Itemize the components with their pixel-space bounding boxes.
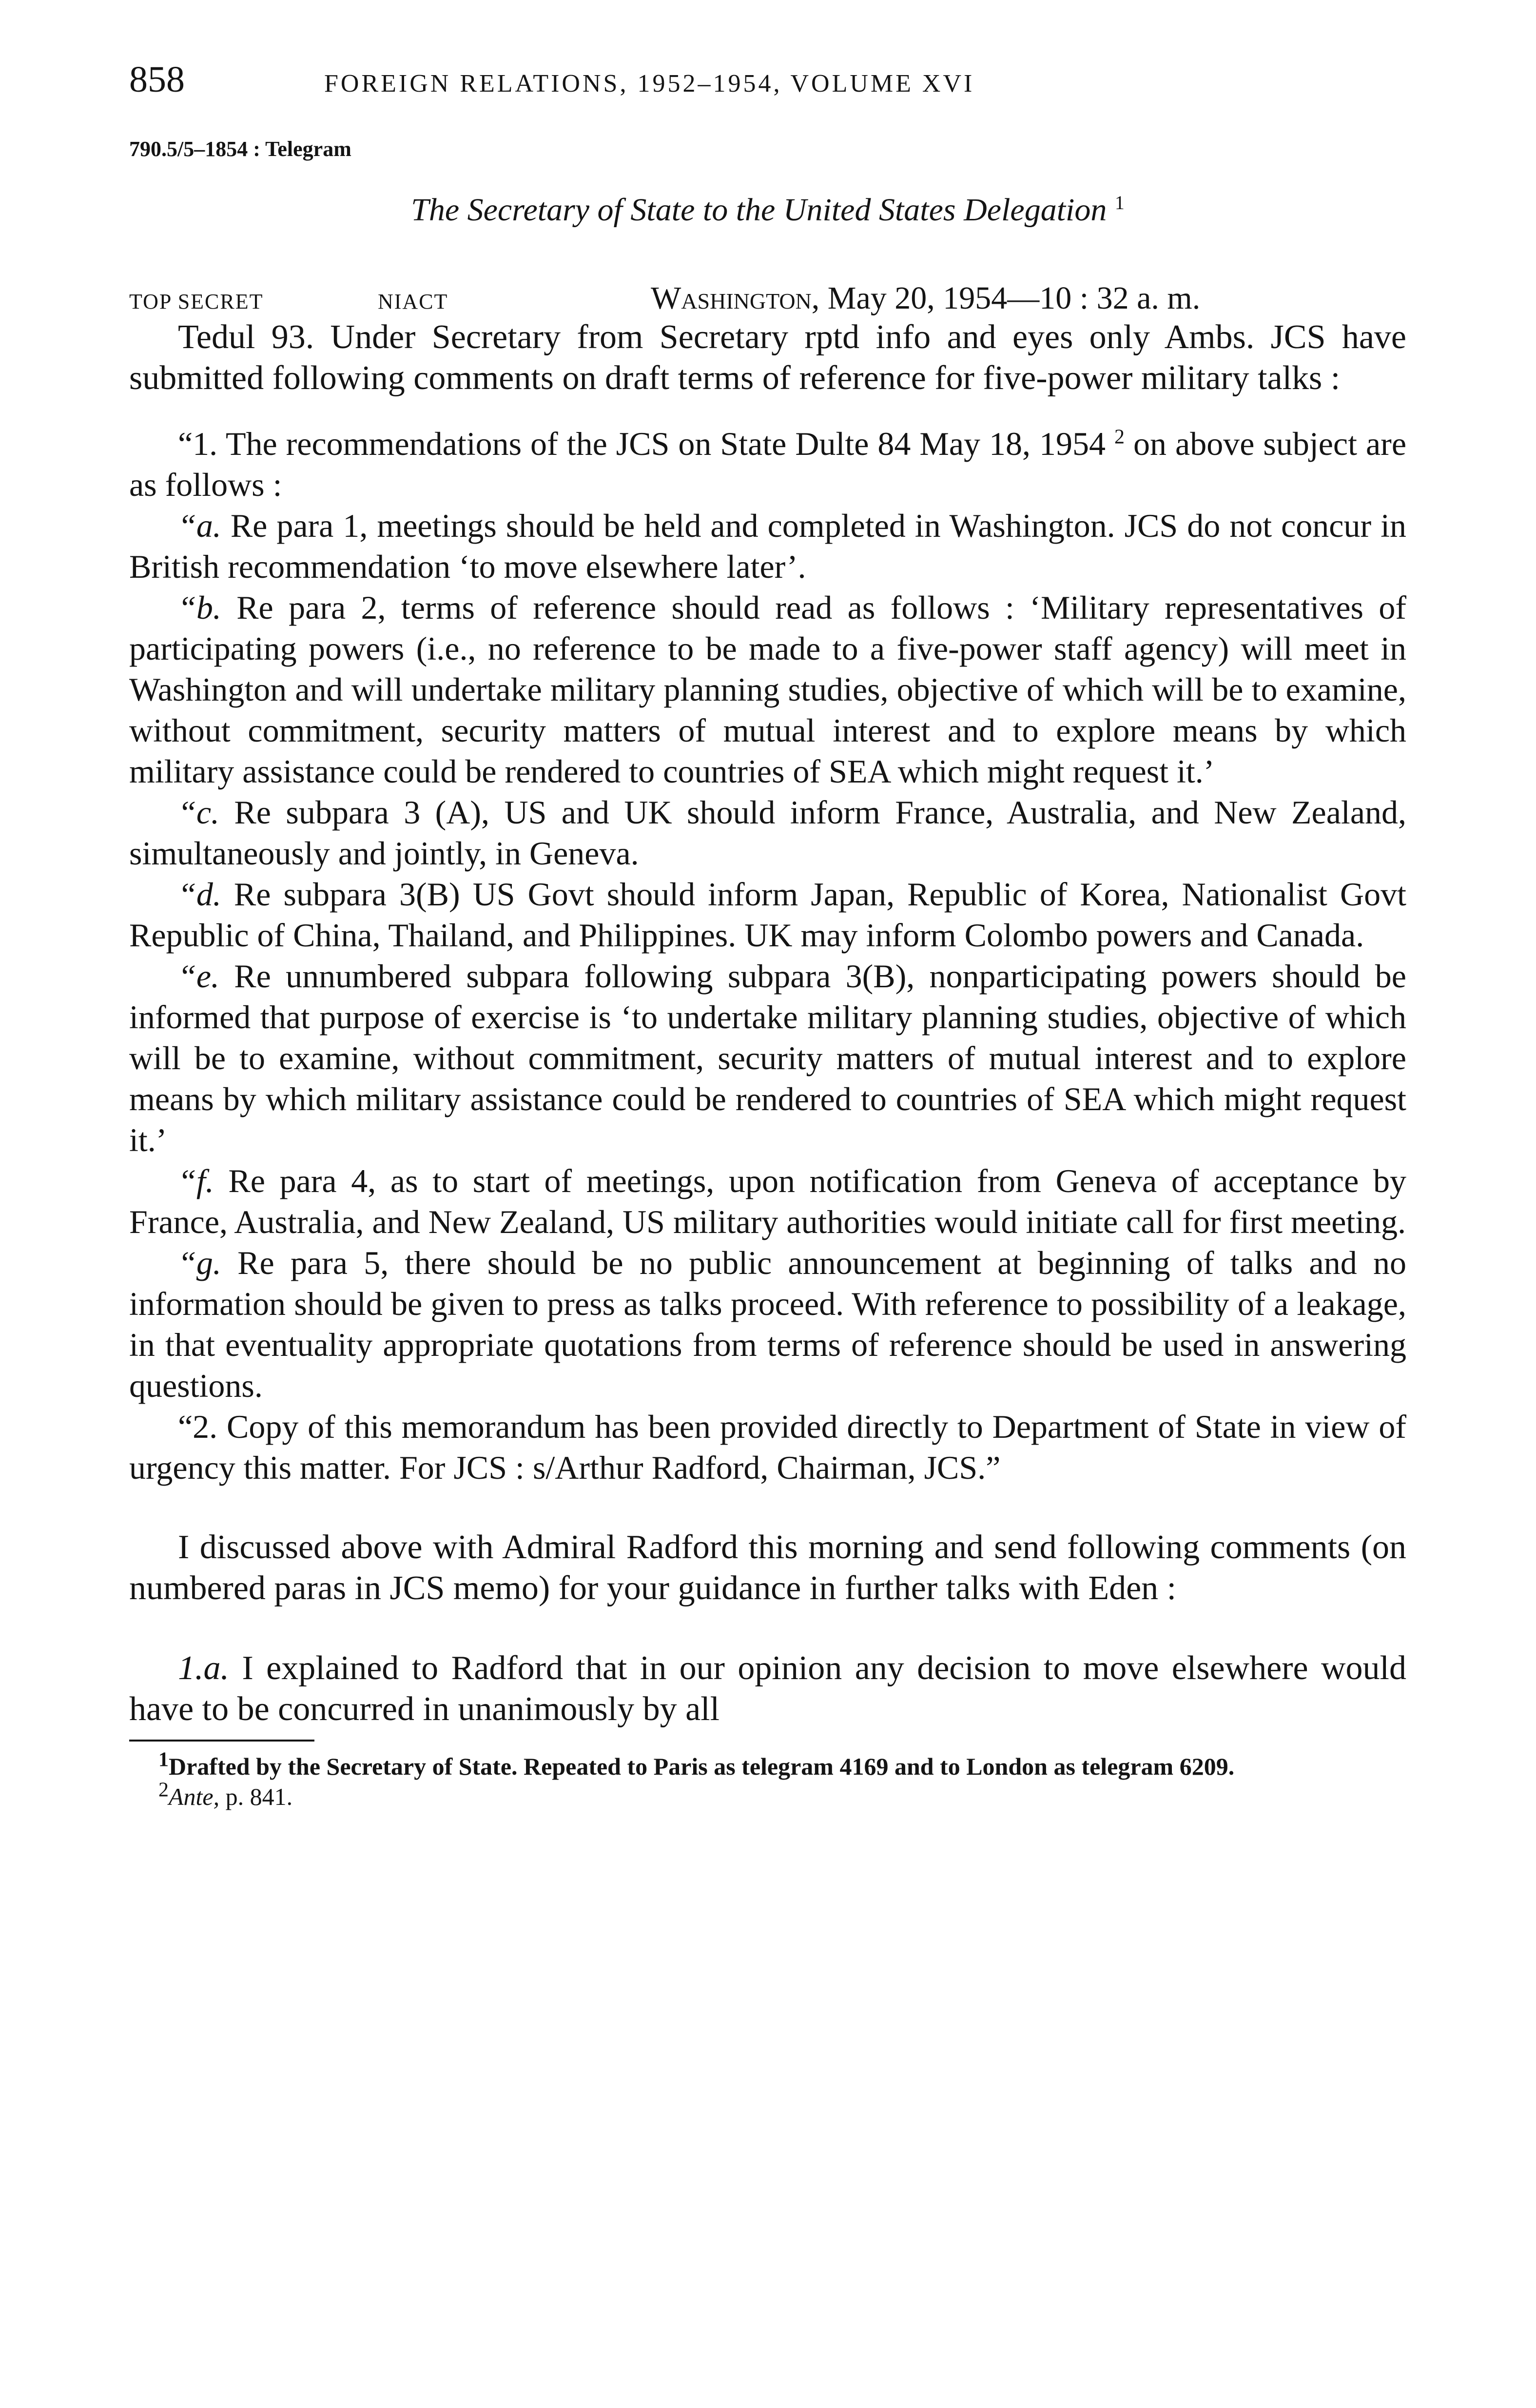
footnote-rule (129, 1740, 314, 1742)
jcs-item-f (129, 1160, 1406, 1242)
jcs-c-text: Re subpara 3 (A), US and UK should inform France, Australia, and New Zealand, simultaneously and jointly, in Geneva. (129, 794, 1406, 872)
footnote-2-page: p. 841. (225, 1783, 293, 1810)
jcs-c-letter: “c. (178, 794, 219, 831)
jcs-item-d (129, 874, 1406, 956)
jcs-g-text: Re para 5, there should be no public announcement at beginning of talks and no information should be given to press as talks proceed. With reference to possibility of a leakage, in that eventuality appropriate quotations from terms of reference should be used in answering questions. (129, 1244, 1406, 1404)
priority: NIACT (378, 290, 448, 313)
telegram-body (129, 317, 1406, 399)
jcs-item-a (129, 505, 1406, 587)
place: Washington, (651, 280, 820, 316)
jcs-comments (129, 423, 1406, 1488)
footnote-2-mark: 2 (158, 1779, 169, 1801)
title-footnote-mark: 1 (1114, 192, 1125, 214)
dateline (129, 280, 1406, 317)
document-page (129, 59, 1406, 1812)
point-1a-text: I explained to Radford that in our opinion any decision to move elsewhere would have to be concurred in unanimously by all (129, 1649, 1406, 1728)
footnote-mark-2: 2 (1114, 426, 1125, 449)
date: May 20, 1954—10 : 32 a. m. (827, 280, 1201, 316)
jcs-g-letter: “g. (178, 1244, 221, 1281)
jcs-d-letter: “d. (178, 876, 221, 913)
footnote-1-text: Drafted by the Secretary of State. Repeated to Paris as telegram 4169 and to London as telegram 6209. (169, 1753, 1235, 1780)
point-1a-label: 1.a. (178, 1649, 229, 1687)
secretary-comments (129, 1527, 1406, 1730)
intro-paragraph: Tedul 93. Under Secretary from Secretary rptd info and eyes only Ambs. JCS have submitted following comments on draft terms of reference for five-power military talks : (129, 318, 1406, 397)
footnote-2 (129, 1779, 1406, 1812)
classification: TOP SECRET (129, 290, 264, 313)
document-title (129, 192, 1406, 229)
jcs-e-letter: “e. (178, 958, 219, 995)
jcs-b-letter: “b. (178, 589, 221, 626)
document-title-text: The Secretary of State to the United States Delegation (411, 192, 1107, 228)
jcs-b-text: Re para 2, terms of reference should read as follows : ‘Military representatives of participating powers (i.e., no reference to be made to a five-power staff agency) will meet in Washington and will undertake military planning studies, objective of which will be to examine, without commitment, security matters of mutual interest and to explore means by which military assistance could be rendered to countries of SEA which might request it.’ (129, 589, 1406, 790)
jcs-item-g (129, 1242, 1406, 1406)
place-date (651, 280, 1200, 317)
jcs-item-b (129, 587, 1406, 792)
jcs-paragraph-1 (129, 423, 1406, 505)
jcs-a-text: Re para 1, meetings should be held and completed in Washington. JCS do not concur in British recommendation ‘to move elsewhere later’. (129, 507, 1407, 585)
jcs-1-pre: “1. The recommendations of the JCS on State Dulte 84 May 18, 1954 (178, 425, 1106, 462)
footnote-2-ante: Ante, (169, 1783, 220, 1810)
running-title: FOREIGN RELATIONS, 1952–1954, VOLUME XVI (324, 70, 975, 98)
point-1a (129, 1648, 1406, 1730)
file-reference: 790.5/5–1854 : Telegram (129, 137, 351, 161)
jcs-item-c (129, 792, 1406, 874)
jcs-d-text: Re subpara 3(B) US Govt should inform Japan, Republic of Korea, Nationalist Govt Republic of China, Thailand, and Philippines. UK may inform Colombo powers and Canada. (129, 876, 1407, 954)
jcs-f-letter: “f. (178, 1162, 214, 1199)
footnotes (129, 1748, 1406, 1812)
footnote-1-mark: 1 (158, 1748, 169, 1771)
jcs-e-text: Re unnumbered subpara following subpara 3(B), nonparticipating powers should be informed that purpose of exercise is ‘to undertake military planning studies, objective of which will be to examine, without commitment, security matters of mutual interest and to explore means by which military assistance could be rendered to countries of SEA which might request it.’ (129, 958, 1406, 1158)
footnote-1 (129, 1748, 1406, 1782)
discussion-paragraph: I discussed above with Admiral Radford this morning and send following comments (on numbered paras in JCS memo) for your guidance in further talks with Eden : (129, 1528, 1406, 1607)
jcs-1-post: on above subject are as follows : (129, 425, 1407, 503)
jcs-item-e (129, 956, 1406, 1160)
page-number: 858 (129, 59, 185, 100)
page-header (129, 59, 1406, 117)
jcs-paragraph-2: “2. Copy of this memorandum has been provided directly to Department of State in view of urgency this matter. For JCS : s/Arthur Radford, Chairman, JCS.” (129, 1408, 1406, 1486)
jcs-f-text: Re para 4, as to start of meetings, upon notification from Geneva of acceptance by France, Australia, and New Zealand, US military authorities would initiate call for first meeting. (129, 1162, 1407, 1240)
jcs-a-letter: “a. (178, 507, 221, 544)
